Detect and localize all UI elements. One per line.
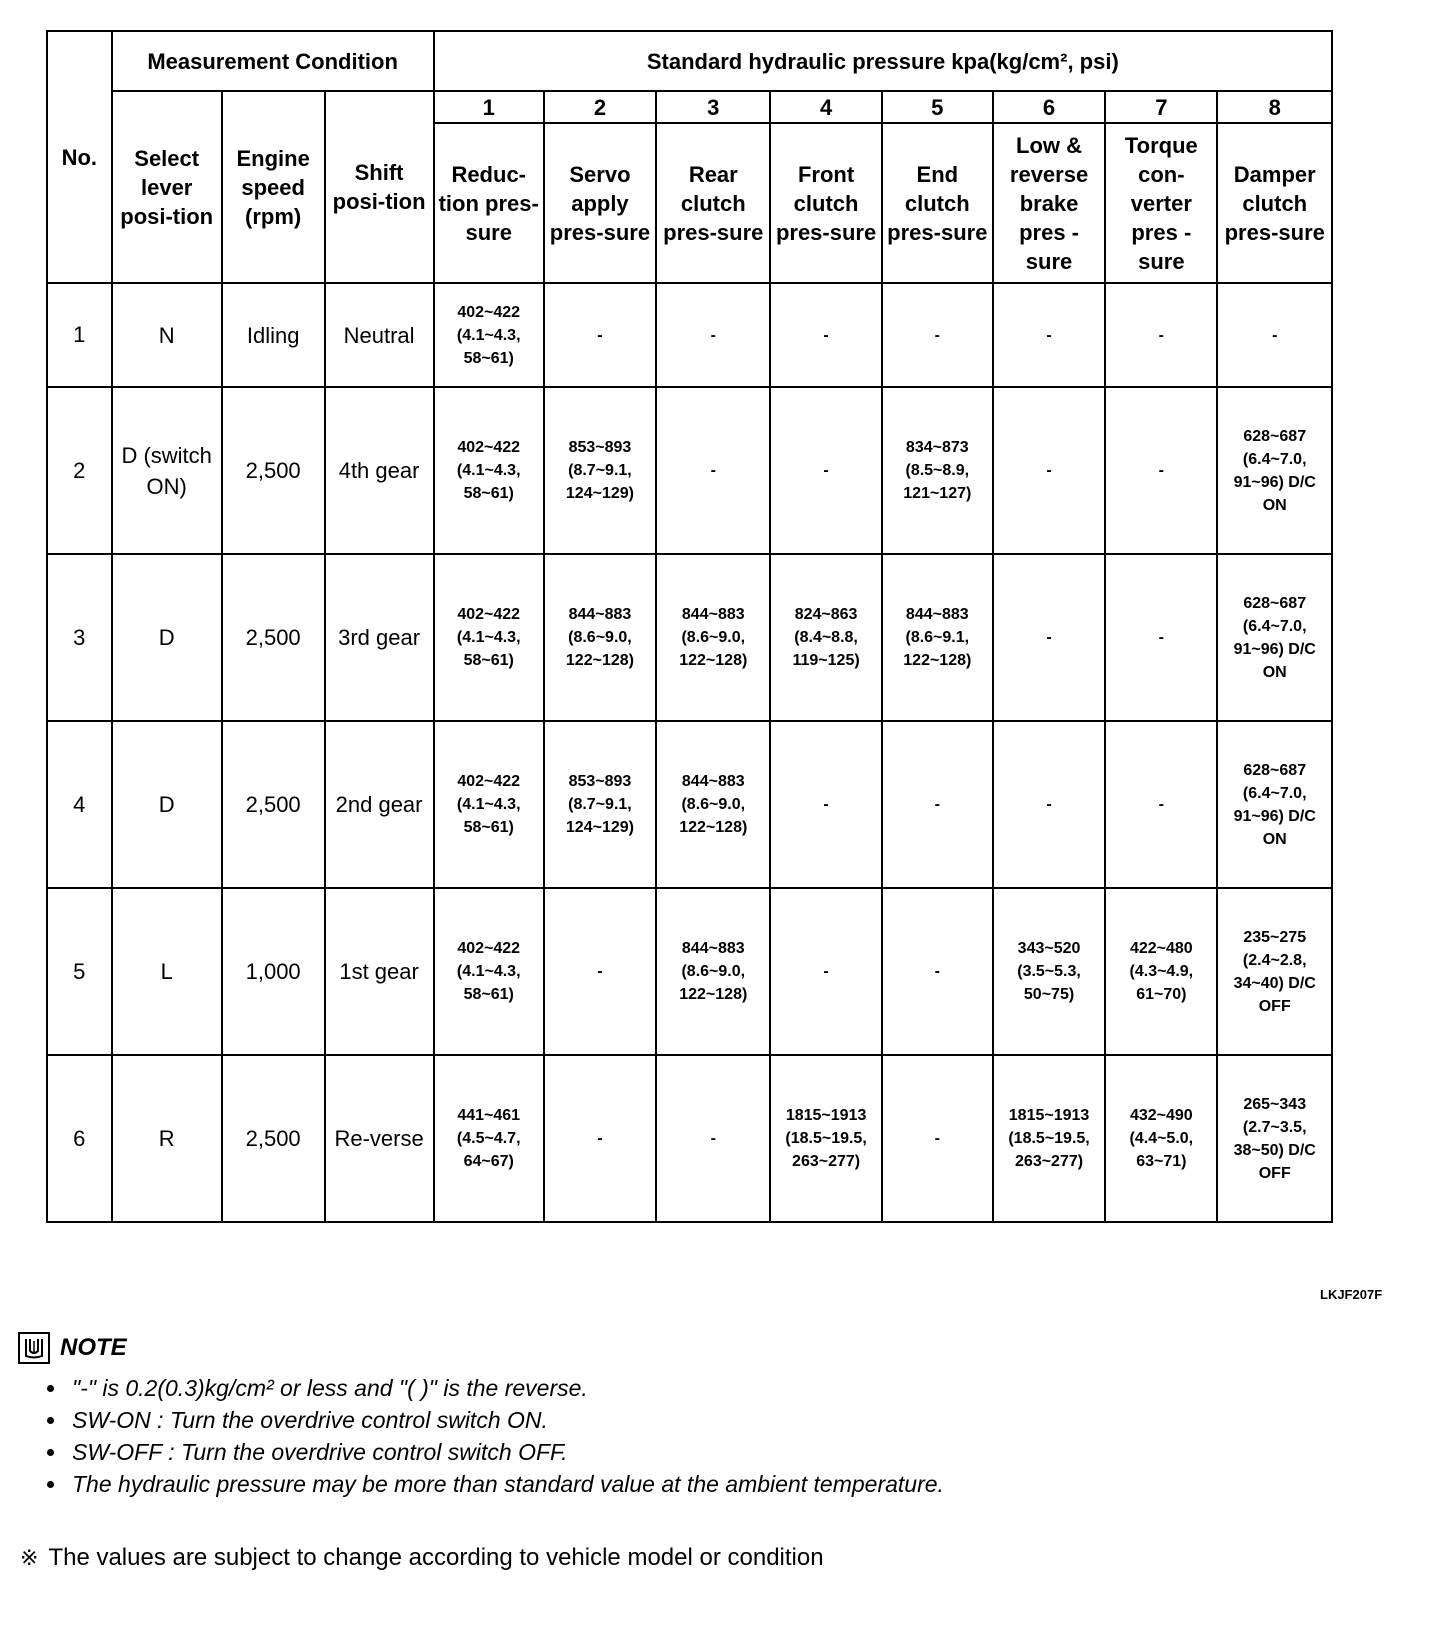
note-book-icon <box>18 1332 50 1364</box>
pressure-type-header: Servo apply pres-sure <box>544 123 656 283</box>
select-lever-cell: D <box>112 721 222 888</box>
engine-speed-cell: 2,500 <box>222 1055 325 1222</box>
row-number: 3 <box>47 554 112 721</box>
pressure-cell: - <box>882 283 993 387</box>
shift-position-cell: 1st gear <box>325 888 434 1055</box>
pressure-cell: 853~893 (8.7~9.1, 124~129) <box>544 387 656 554</box>
pressure-cell: 834~873 (8.5~8.9, 121~127) <box>882 387 993 554</box>
select-lever-cell: R <box>112 1055 222 1222</box>
disclaimer-text: The values are subject to change according to vehicle model or condition <box>48 1544 824 1571</box>
note-header <box>18 1332 127 1364</box>
engine-speed-cell: 1,000 <box>222 888 325 1055</box>
engine-speed-header: Engine speed (rpm) <box>222 91 325 283</box>
row-number: 4 <box>47 721 112 888</box>
engine-speed-cell: 2,500 <box>222 554 325 721</box>
measurement-condition-header: Measurement Condition <box>112 31 434 91</box>
pressure-cell: - <box>882 721 993 888</box>
pressure-cell: - <box>656 283 770 387</box>
pressure-type-header: Low & reverse brake pres -sure <box>993 123 1105 283</box>
row-number: 5 <box>47 888 112 1055</box>
pressure-number-header: 6 <box>993 91 1105 123</box>
pressure-type-header: Damper clutch pres-sure <box>1217 123 1332 283</box>
pressure-cell: 441~461 (4.5~4.7, 64~67) <box>434 1055 544 1222</box>
note-title: NOTE <box>60 1334 127 1361</box>
list-item: • SW-ON : Turn the overdrive control switch ON. <box>68 1404 944 1436</box>
pressure-cell: 628~687 (6.4~7.0, 91~96) D/C ON <box>1217 554 1332 721</box>
pressure-cell: - <box>1105 283 1217 387</box>
pressure-cell: - <box>770 888 881 1055</box>
figure-code: LKJF207F <box>1320 1287 1383 1302</box>
pressure-cell: 402~422 (4.1~4.3, 58~61) <box>434 888 544 1055</box>
pressure-cell: - <box>882 888 993 1055</box>
pressure-cell: - <box>993 554 1105 721</box>
pressure-cell: 422~480 (4.3~4.9, 61~70) <box>1105 888 1217 1055</box>
row-number: 6 <box>47 1055 112 1222</box>
pressure-spec-table-container <box>46 30 1333 1223</box>
table-row <box>47 554 1332 721</box>
pressure-cell: - <box>770 387 881 554</box>
pressure-type-header: Front clutch pres-sure <box>770 123 881 283</box>
pressure-cell: - <box>993 721 1105 888</box>
standard-pressure-header: Standard hydraulic pressure kpa(kg/cm², psi) <box>434 31 1332 91</box>
pressure-cell: - <box>993 387 1105 554</box>
pressure-cell: 402~422 (4.1~4.3, 58~61) <box>434 554 544 721</box>
table-row <box>47 888 1332 1055</box>
pressure-cell: 628~687 (6.4~7.0, 91~96) D/C ON <box>1217 721 1332 888</box>
engine-speed-cell: Idling <box>222 283 325 387</box>
select-lever-cell: D <box>112 554 222 721</box>
pressure-cell: 402~422 (4.1~4.3, 58~61) <box>434 721 544 888</box>
pressure-cell: 235~275 (2.4~2.8, 34~40) D/C OFF <box>1217 888 1332 1055</box>
disclaimer <box>20 1544 824 1572</box>
pressure-cell: 853~893 (8.7~9.1, 124~129) <box>544 721 656 888</box>
pressure-cell: 1815~1913 (18.5~19.5, 263~277) <box>993 1055 1105 1222</box>
pressure-number-header: 2 <box>544 91 656 123</box>
pressure-number-header: 1 <box>434 91 544 123</box>
table-row <box>47 1055 1332 1222</box>
reference-mark-icon: ※ <box>20 1545 39 1570</box>
row-number: 2 <box>47 387 112 554</box>
shift-position-cell: 4th gear <box>325 387 434 554</box>
row-number: 1 <box>47 283 112 387</box>
table-row <box>47 721 1332 888</box>
shift-position-header: Shift posi-tion <box>325 91 434 283</box>
select-lever-cell: N <box>112 283 222 387</box>
pressure-cell: 824~863 (8.4~8.8, 119~125) <box>770 554 881 721</box>
select-lever-cell: L <box>112 888 222 1055</box>
pressure-cell: - <box>1105 554 1217 721</box>
select-lever-header: Select lever posi-tion <box>112 91 222 283</box>
pressure-number-header: 8 <box>1217 91 1332 123</box>
pressure-cell: 844~883 (8.6~9.1, 122~128) <box>882 554 993 721</box>
pressure-type-header: Rear clutch pres-sure <box>656 123 770 283</box>
pressure-cell: - <box>656 387 770 554</box>
pressure-cell: 844~883 (8.6~9.0, 122~128) <box>656 888 770 1055</box>
select-lever-cell: D (switch ON) <box>112 387 222 554</box>
pressure-cell: 402~422 (4.1~4.3, 58~61) <box>434 387 544 554</box>
pressure-cell: - <box>656 1055 770 1222</box>
table-row <box>47 283 1332 387</box>
no-header: No. <box>47 31 112 283</box>
pressure-cell: - <box>1217 283 1332 387</box>
pressure-number-header: 4 <box>770 91 881 123</box>
pressure-type-header: End clutch pres-sure <box>882 123 993 283</box>
list-item: • SW-OFF : Turn the overdrive control switch OFF. <box>68 1436 944 1468</box>
pressure-cell: 844~883 (8.6~9.0, 122~128) <box>656 554 770 721</box>
pressure-cell: - <box>993 283 1105 387</box>
pressure-cell: 265~343 (2.7~3.5, 38~50) D/C OFF <box>1217 1055 1332 1222</box>
hydraulic-pressure-table <box>46 30 1333 1223</box>
list-item: • The hydraulic pressure may be more than standard value at the ambient temperature. <box>68 1468 944 1500</box>
pressure-cell: 343~520 (3.5~5.3, 50~75) <box>993 888 1105 1055</box>
pressure-cell: 402~422 (4.1~4.3, 58~61) <box>434 283 544 387</box>
shift-position-cell: Re-verse <box>325 1055 434 1222</box>
pressure-cell: - <box>882 1055 993 1222</box>
shift-position-cell: Neutral <box>325 283 434 387</box>
pressure-cell: - <box>1105 387 1217 554</box>
pressure-cell: 432~490 (4.4~5.0, 63~71) <box>1105 1055 1217 1222</box>
pressure-cell: 844~883 (8.6~9.0, 122~128) <box>656 721 770 888</box>
shift-position-cell: 2nd gear <box>325 721 434 888</box>
pressure-cell: - <box>770 283 881 387</box>
pressure-cell: - <box>770 721 881 888</box>
shift-position-cell: 3rd gear <box>325 554 434 721</box>
note-list <box>40 1372 944 1500</box>
pressure-number-header: 5 <box>882 91 993 123</box>
pressure-cell: - <box>1105 721 1217 888</box>
pressure-cell: 844~883 (8.6~9.0, 122~128) <box>544 554 656 721</box>
engine-speed-cell: 2,500 <box>222 387 325 554</box>
pressure-cell: - <box>544 283 656 387</box>
pressure-type-header: Torque con-verter pres -sure <box>1105 123 1217 283</box>
pressure-cell: 628~687 (6.4~7.0, 91~96) D/C ON <box>1217 387 1332 554</box>
pressure-cell: 1815~1913 (18.5~19.5, 263~277) <box>770 1055 881 1222</box>
pressure-cell: - <box>544 888 656 1055</box>
pressure-number-header: 7 <box>1105 91 1217 123</box>
pressure-number-header: 3 <box>656 91 770 123</box>
pressure-cell: - <box>544 1055 656 1222</box>
pressure-type-header: Reduc-tion pres-sure <box>434 123 544 283</box>
list-item: • "-" is 0.2(0.3)kg/cm² or less and "( )" is the reverse. <box>68 1372 944 1404</box>
table-row <box>47 387 1332 554</box>
engine-speed-cell: 2,500 <box>222 721 325 888</box>
